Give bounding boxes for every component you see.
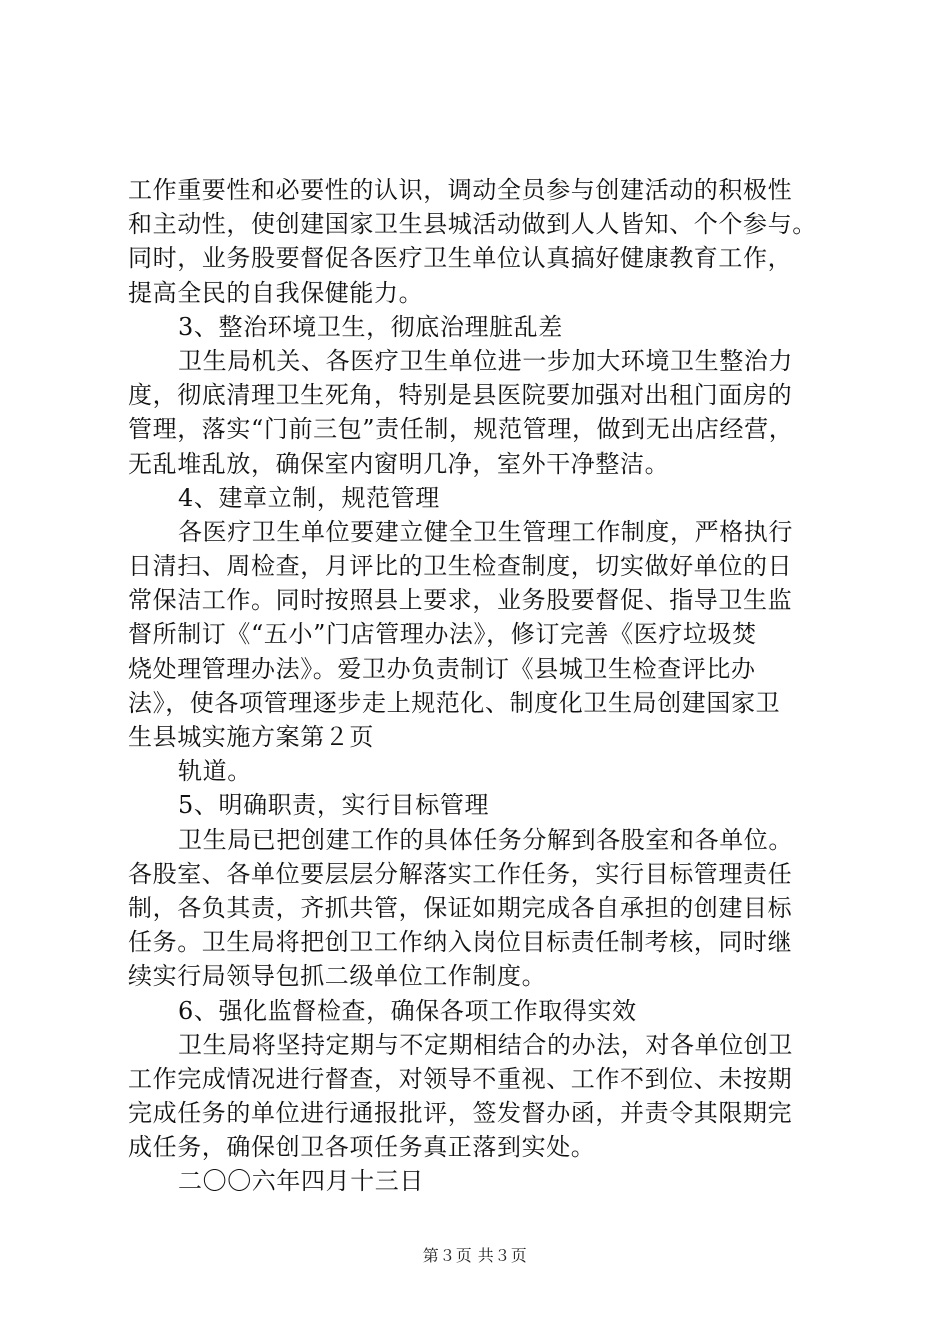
- text-line: 督所制订《“五小”门店管理办法》，修订完善《医疗垃圾焚: [128, 620, 757, 649]
- page-footer: 第３页 共３页: [422, 1246, 528, 1265]
- text-line: 6、强化监督检查，确保各项工作取得实效: [178, 996, 637, 1025]
- text-line: 续实行局领导包抓二级单位工作制度。: [128, 962, 547, 991]
- text-line: 制，各负其责，齐抓共管，保证如期完成各自承担的创建目标: [128, 893, 793, 922]
- text-line: 任务。卫生局将把创卫工作纳入岗位目标责任制考核，同时继: [128, 928, 793, 957]
- text-line: 4、建章立制，规范管理: [178, 483, 440, 512]
- text-line: 卫生局将坚持定期与不定期相结合的办法，对各单位创卫: [178, 1030, 793, 1059]
- text-line: 3、整治环境卫生，彻底治理脏乱差: [178, 312, 563, 341]
- text-line: 轨道。: [178, 757, 252, 786]
- text-line: 各医疗卫生单位要建立健全卫生管理工作制度，严格执行: [178, 517, 793, 546]
- text-line: 卫生局机关、各医疗卫生单位进一步加大环境卫生整治力: [178, 346, 793, 375]
- text-line: 卫生局已把创建工作的具体任务分解到各股室和各单位。: [178, 825, 793, 854]
- text-line: 成任务，确保创卫各项任务真正落到实处。: [128, 1133, 596, 1162]
- text-line: 日清扫、周检查，月评比的卫生检查制度，切实做好单位的日: [128, 552, 793, 581]
- text-line: 二〇〇六年四月十三日: [178, 1167, 424, 1196]
- text-line: 无乱堆乱放，确保室内窗明几净，室外干净整洁。: [128, 449, 670, 478]
- text-line: 完成任务的单位进行通报批评，签发督办函，并责令其限期完: [128, 1099, 793, 1128]
- text-line: 度，彻底清理卫生死角，特别是县医院要加强对出租门面房的: [128, 381, 793, 410]
- text-line: 提高全民的自我保健能力。: [128, 278, 424, 307]
- text-line: 生县城实施方案第２页: [128, 723, 374, 751]
- text-line: 同时，业务股要督促各医疗卫生单位认真搞好健康教育工作，: [128, 244, 793, 273]
- text-line: 管理，落实“门前三包”责任制，规范管理，做到无出店经营，: [128, 415, 794, 444]
- text-line: 法》，使各项管理逐步走上规范化、制度化卫生局创建国家卫: [128, 688, 781, 717]
- text-line: 各股室、各单位要层层分解落实工作任务，实行目标管理责任: [128, 859, 793, 888]
- document-body: [128, 173, 848, 1199]
- text-line: 5、明确职责，实行目标管理: [178, 791, 490, 820]
- text-line: 和主动性，使创建国家卫生县城活动做到人人皆知、个个参与。: [128, 210, 817, 239]
- text-line: 烧处理管理办法》。爱卫办负责制订《县城卫生检查评比办: [128, 654, 756, 683]
- text-line: 工作完成情况进行督查，对领导不重视、工作不到位、未按期: [128, 1064, 793, 1093]
- text-line: 常保洁工作。同时按照县上要求，业务股要督促、指导卫生监: [128, 586, 793, 615]
- text-line: 工作重要性和必要性的认识，调动全员参与创建活动的积极性: [128, 176, 793, 204]
